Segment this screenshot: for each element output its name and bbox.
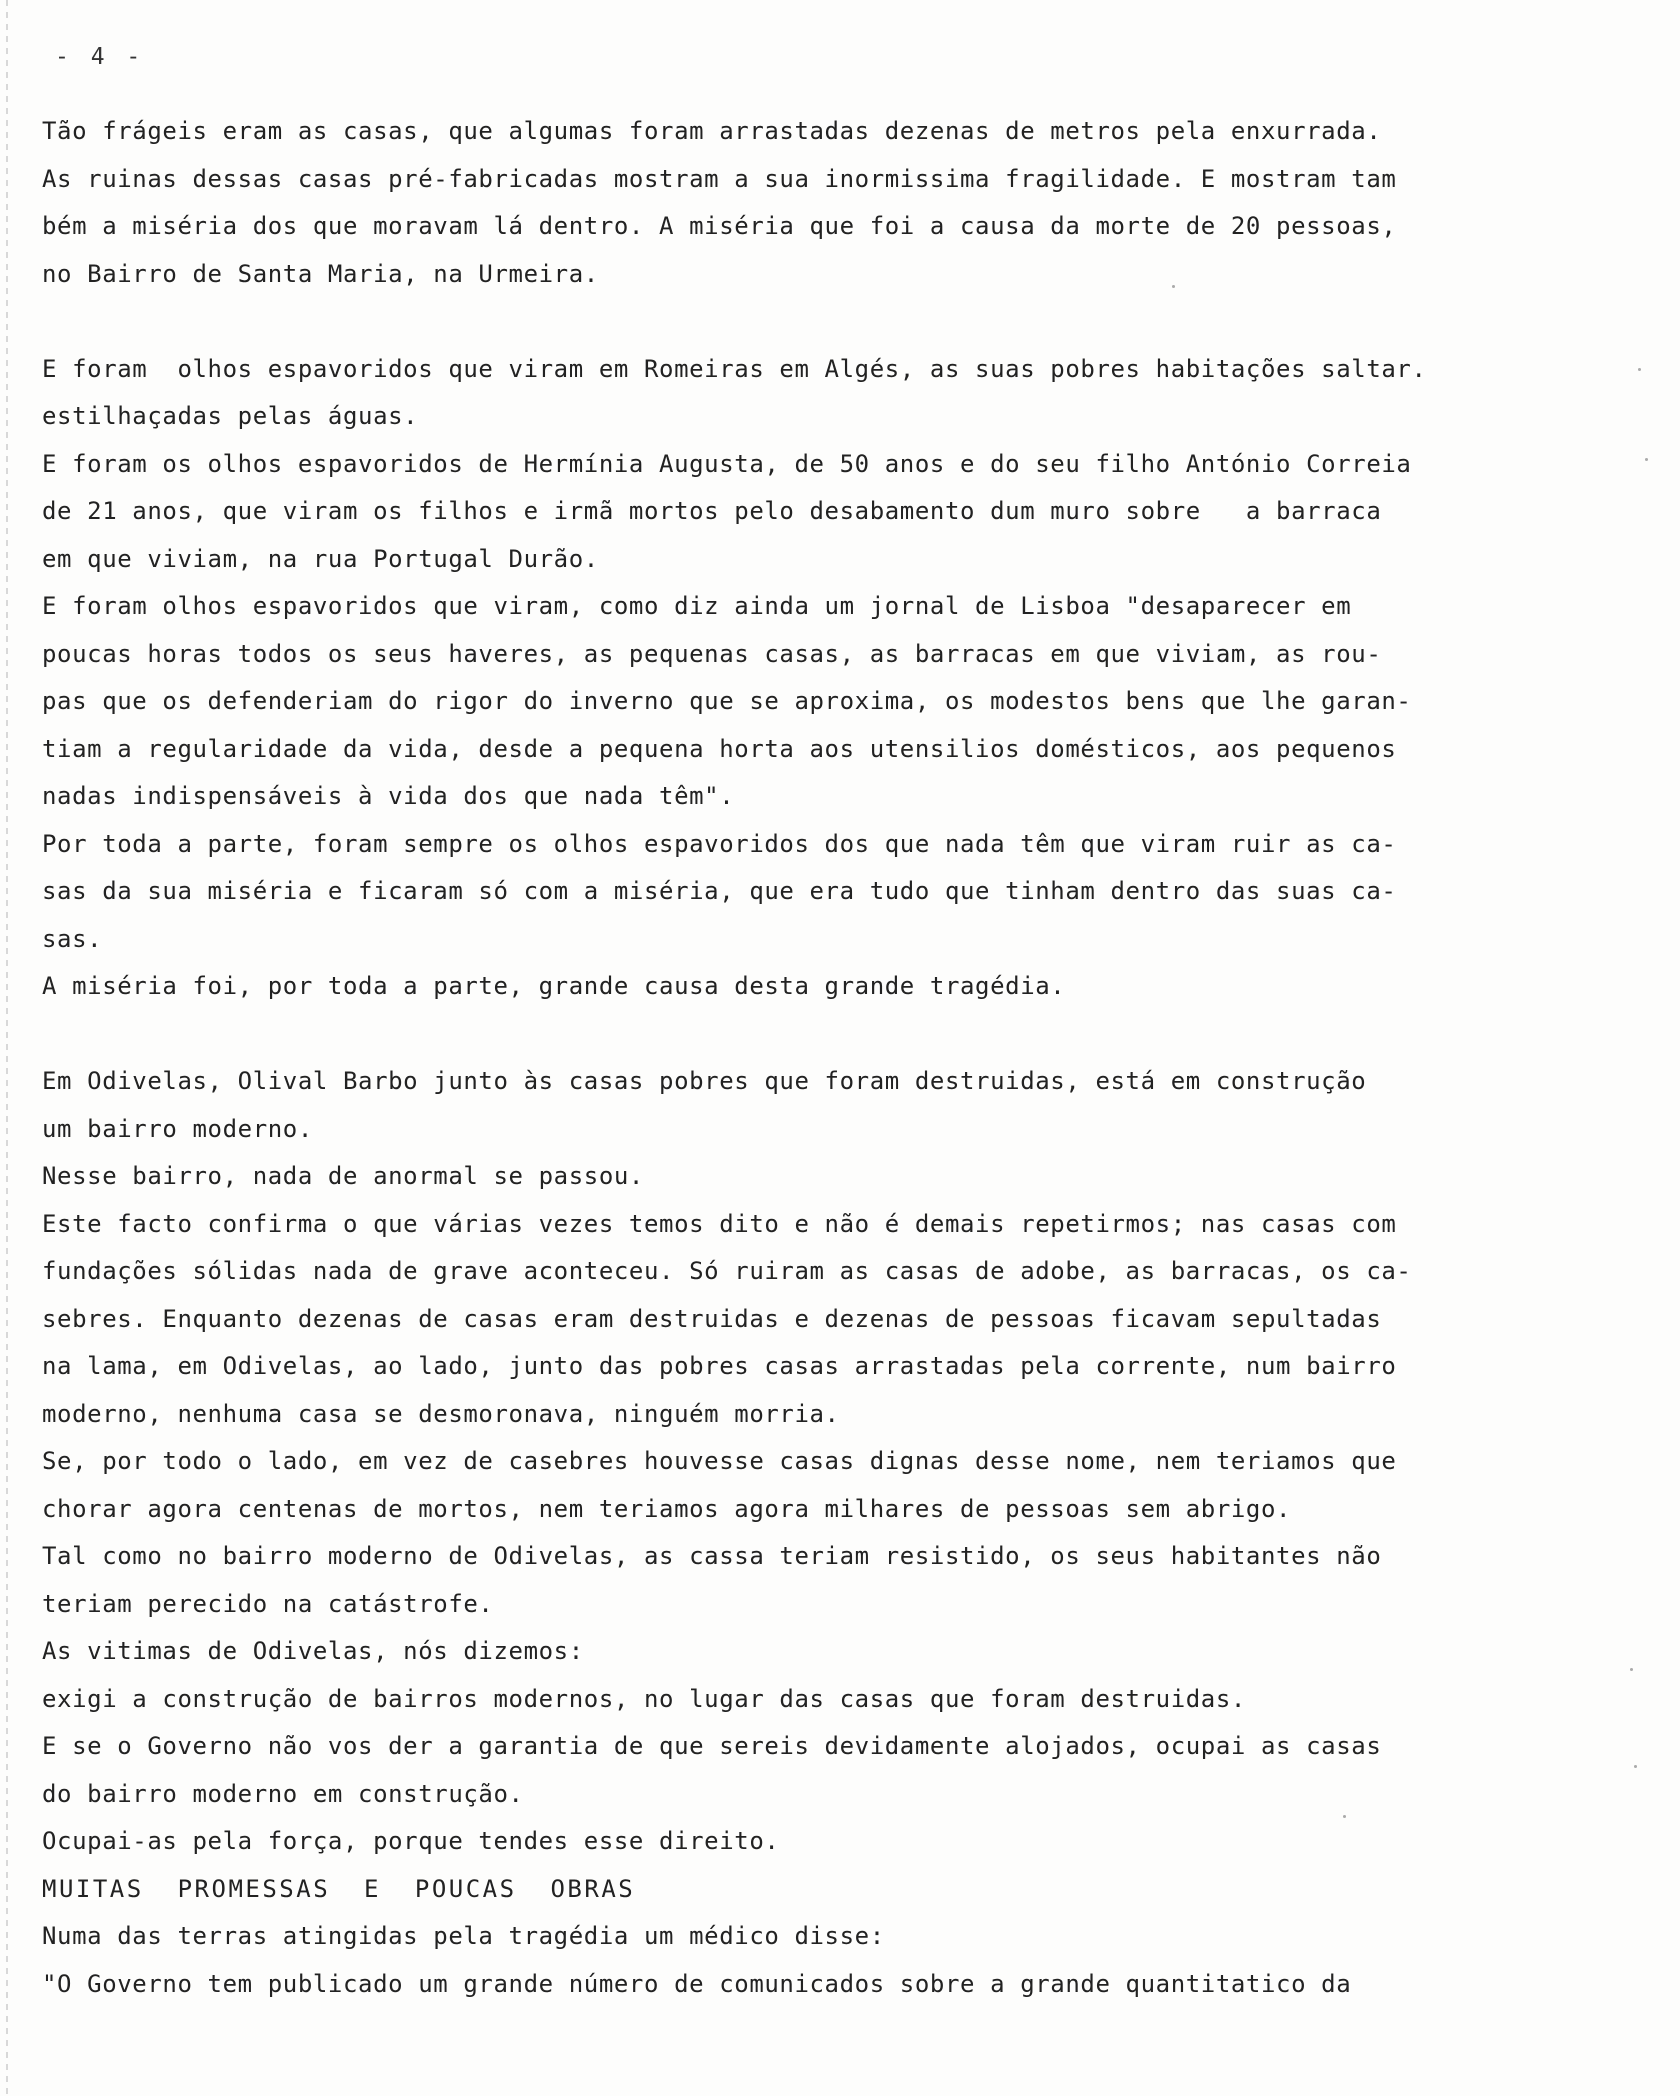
paragraph-gap: [42, 1011, 1482, 1059]
text-line: no Bairro de Santa Maria, na Urmeira.: [42, 259, 599, 288]
paragraph-3: [42, 1058, 1482, 1866]
text-line: Por toda a parte, foram sempre os olhos espavoridos dos que nada têm que viram ruir as ca-: [42, 829, 1397, 858]
text-line: sebres. Enquanto dezenas de casas eram destruidas e dezenas de pessoas ficavam sepultadas: [42, 1304, 1382, 1333]
text-line: Em Odivelas, Olival Barbo junto às casas pobres que foram destruidas, está em construção: [42, 1067, 1367, 1095]
paragraph-2: [42, 346, 1482, 1011]
text-line: de 21 anos, que viram os filhos e irmã mortos pelo desabamento dum muro sobre a barraca: [42, 497, 1382, 525]
text-line: teriam perecido na catástrofe.: [42, 1589, 494, 1618]
text-line: E foram olhos espavoridos que viram em Romeiras em Algés, as suas pobres habitações saltar.: [42, 354, 1427, 383]
text-line: A miséria foi, por toda a parte, grande causa desta grande tragédia.: [42, 972, 1066, 1000]
text-line: do bairro moderno em construção.: [42, 1779, 524, 1808]
text-line: chorar agora centenas de mortos, nem teriamos agora milhares de pessoas sem abrigo.: [42, 1494, 1292, 1523]
paragraph-1: [42, 108, 1482, 298]
text-line: E foram olhos espavoridos que viram, como diz ainda um jornal de Lisboa "desaparecer em: [42, 592, 1352, 620]
page-number: - 4 -: [55, 44, 145, 70]
text-line: Ocupai-as pela força, porque tendes esse direito.: [42, 1827, 780, 1855]
text-line: As vitimas de Odivelas, nós dizemos:: [42, 1637, 584, 1665]
text-line: "O Governo tem publicado um grande número de comunicados sobre a grande quantitatico da: [42, 1969, 1352, 1998]
text-line: pas que os defenderiam do rigor do inverno que se aproxima, os modestos bens que lhe garan-: [42, 687, 1412, 715]
scan-speck: [1638, 368, 1641, 371]
text-line: nadas indispensáveis à vida dos que nada têm".: [42, 782, 735, 810]
text-line: Tão frágeis eram as casas, que algumas foram arrastadas dezenas de metros pela enxurrada.: [42, 117, 1382, 145]
text-line: Se, por todo o lado, em vez de casebres houvesse casas dignas desse nome, nem teriamos que: [42, 1447, 1397, 1475]
text-line: Nesse bairro, nada de anormal se passou.: [42, 1162, 644, 1190]
text-line: moderno, nenhuma casa se desmoronava, ninguém morria.: [42, 1399, 840, 1428]
scan-speck: [1634, 1765, 1637, 1768]
text-line: um bairro moderno.: [42, 1114, 313, 1143]
text-line: sas.: [42, 924, 103, 953]
text-line: Este facto confirma o que várias vezes temos dito e não é demais repetirmos; nas casas com: [42, 1209, 1397, 1238]
text-line: E se o Governo não vos der a garantia de que sereis devidamente alojados, ocupai as casas: [42, 1732, 1382, 1760]
text-line: As ruinas dessas casas pré-fabricadas mostram a sua inormissima fragilidade. E mostram tam: [42, 164, 1397, 193]
text-line: Numa das terras atingidas pela tragédia um médico disse:: [42, 1922, 885, 1950]
text-line: bém a miséria dos que moravam lá dentro. A miséria que foi a causa da morte de 20 pessoas,: [42, 212, 1397, 240]
document-body: [42, 108, 1482, 2008]
text-line: poucas horas todos os seus haveres, as pequenas casas, as barracas em que viviam, as rou-: [42, 639, 1382, 668]
closing-paragraph: [42, 1913, 1482, 2008]
text-line: estilhaçadas pelas águas.: [42, 402, 419, 430]
scan-speck: [1645, 458, 1648, 461]
text-line: sas da sua miséria e ficaram só com a miséria, que era tudo que tinham dentro das suas ca-: [42, 877, 1397, 905]
section-heading: MUITAS PROMESSAS E POUCAS OBRAS: [42, 1874, 636, 1903]
text-line: Tal como no bairro moderno de Odivelas, as cassa teriam resistido, os seus habitantes não: [42, 1542, 1382, 1570]
text-line: exigi a construção de bairros modernos, no lugar das casas que foram destruidas.: [42, 1684, 1246, 1713]
text-line: E foram os olhos espavoridos de Hermínia Augusta, de 50 anos e do seu filho António Correia: [42, 449, 1412, 478]
page-left-edge: [6, 0, 8, 2096]
text-line: fundações sólidas nada de grave aconteceu. Só ruiram as casas de adobe, as barracas, os ca-: [42, 1257, 1412, 1285]
scan-speck: [1630, 1668, 1633, 1671]
scan-speck: [1172, 285, 1175, 288]
text-line: tiam a regularidade da vida, desde a pequena horta aos utensilios domésticos, aos pequenos: [42, 734, 1397, 763]
text-line: em que viviam, na rua Portugal Durão.: [42, 544, 599, 573]
paragraph-gap: [42, 298, 1482, 346]
text-line: na lama, em Odivelas, ao lado, junto das pobres casas arrastadas pela corrente, num bairro: [42, 1352, 1397, 1380]
scan-speck: [1343, 1815, 1346, 1818]
